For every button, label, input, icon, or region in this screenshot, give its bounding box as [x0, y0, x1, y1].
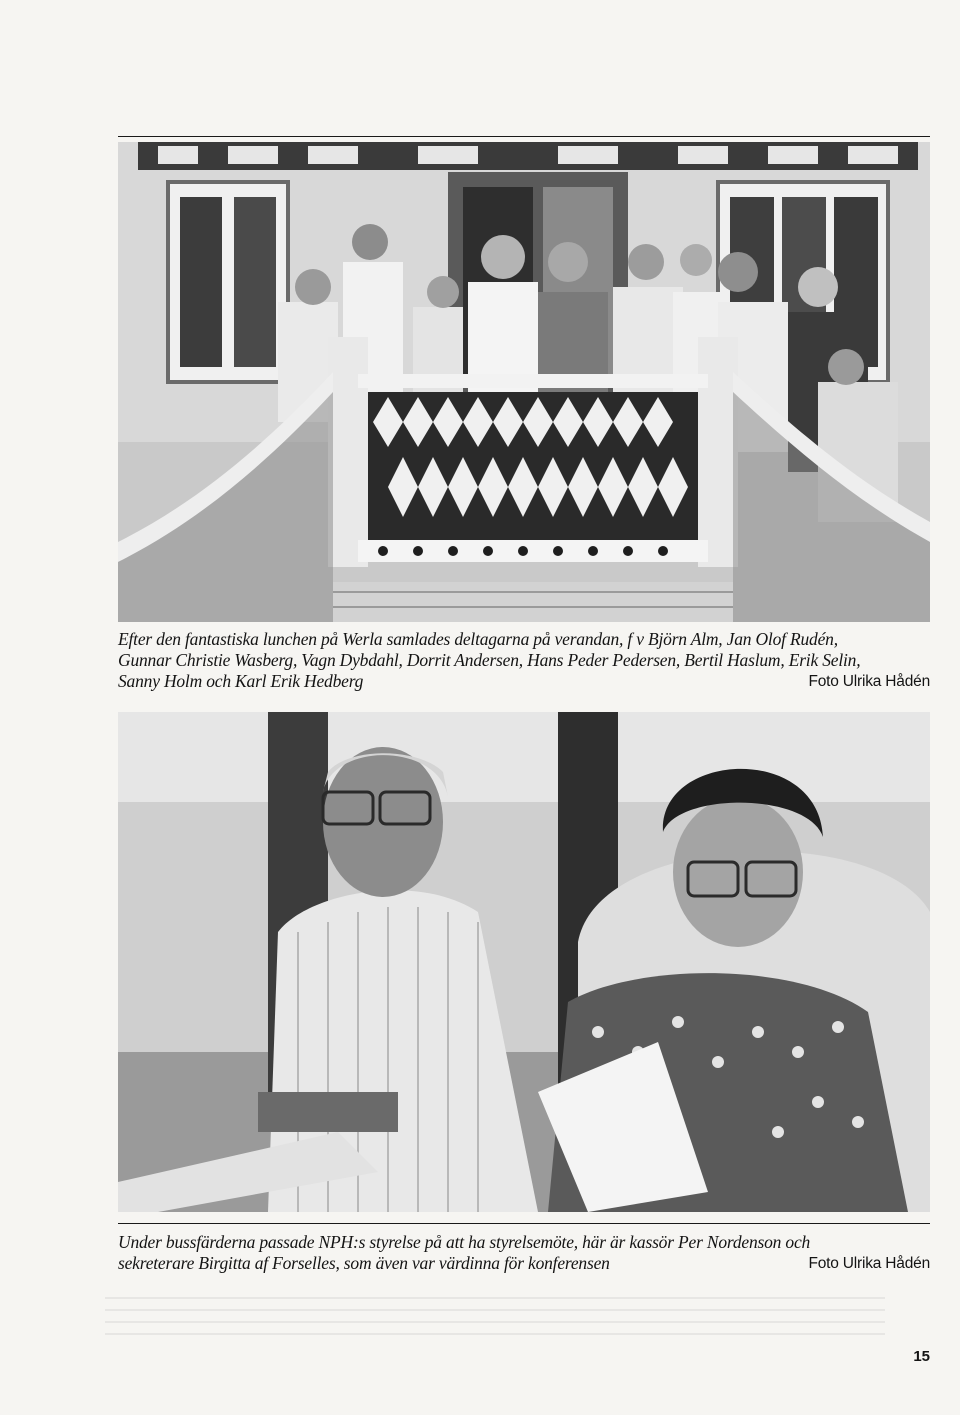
page-number: 15 — [913, 1348, 930, 1365]
top-rule — [118, 136, 930, 137]
bus-illustration — [118, 712, 930, 1212]
caption-line: Under bussfärderna passade NPH:s styrelse på att ha styrelsemöte, här är kassör Per Nordenson och — [118, 1232, 811, 1252]
bus-photo-board-members — [118, 712, 930, 1212]
bleed-through-texture — [105, 1295, 885, 1335]
bottom-photo-caption — [118, 1232, 930, 1274]
caption-line: sekreterare Birgitta af Forselles, som även var värdinna för konferensen — [118, 1253, 610, 1273]
veranda-illustration — [118, 142, 930, 622]
caption-line: Gunnar Christie Wasberg, Vagn Dybdahl, Dorrit Andersen, Hans Peder Pedersen, Bertil Haslum, Erik Selin, — [118, 650, 861, 670]
top-photo-caption — [118, 629, 930, 692]
bottom-rule — [118, 1223, 930, 1224]
caption-line: Sanny Holm och Karl Erik Hedberg — [118, 671, 364, 691]
photo-credit: Foto Ulrika Hådén — [808, 1255, 930, 1272]
photo-credit: Foto Ulrika Hådén — [808, 673, 930, 690]
caption-line: Efter den fantastiska lunchen på Werla samlades deltagarna på verandan, f v Björn Alm, Jan Olof Rudén, — [118, 629, 838, 649]
group-photo-veranda — [118, 142, 930, 622]
